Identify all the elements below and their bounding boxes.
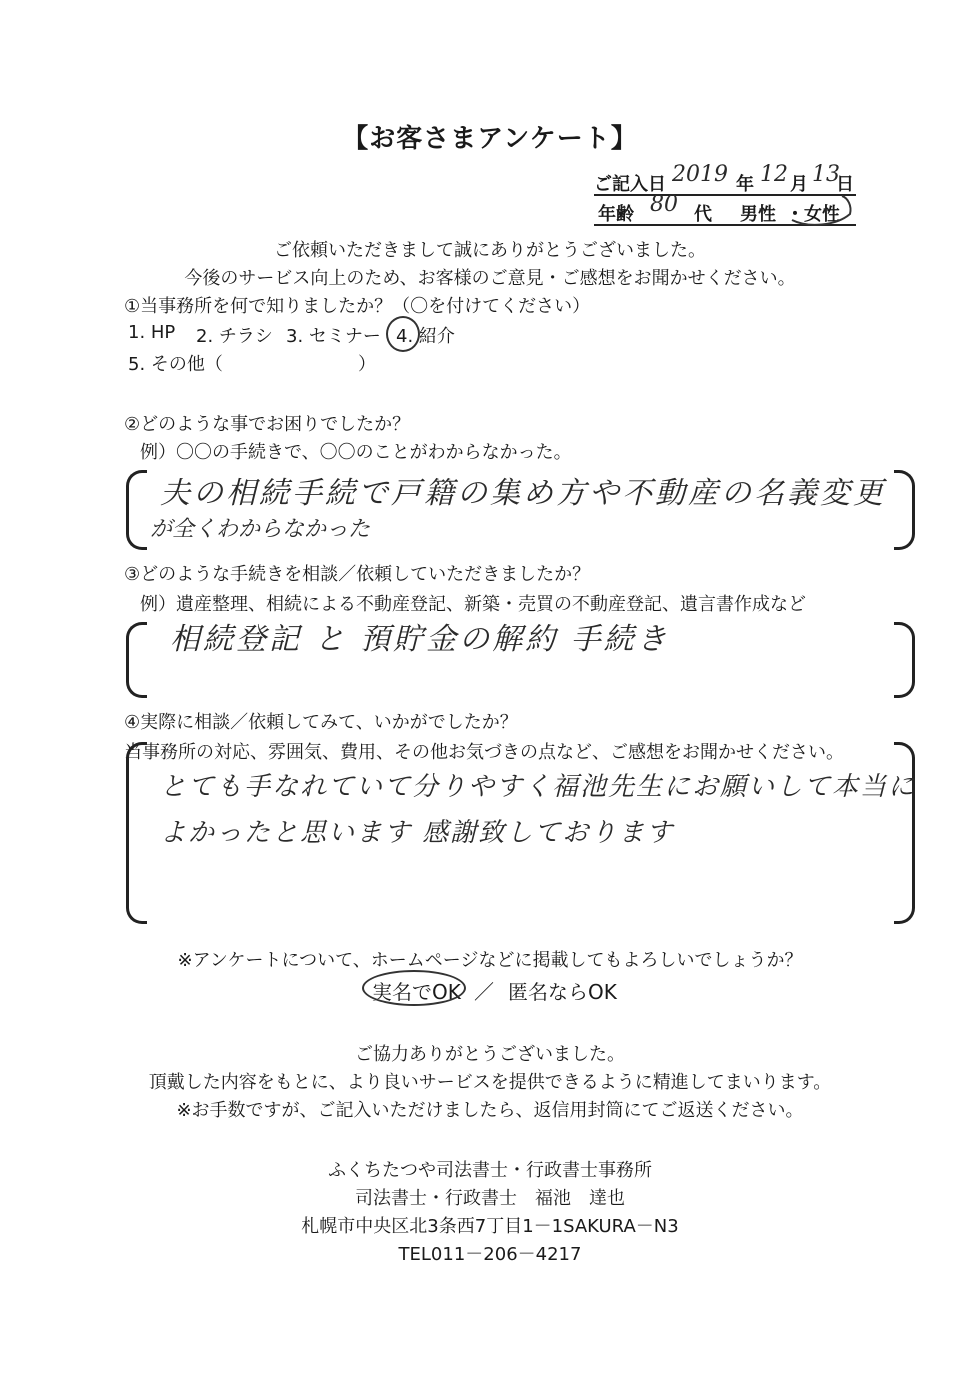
q2-answer-line-1: 夫の相続手続で戸籍の集め方や不動産の名義変更 [160,476,886,511]
entry-date-label: ご記入日 [594,174,666,195]
age-gender-row [594,192,856,226]
q2-bracket-left [126,470,147,550]
office-address: 札幌市中央区北3条西7丁目1－1SAKURA－N3 [301,1216,679,1237]
q2-example: 例）〇〇の手続きで、〇〇のことがわからなかった。 [140,442,572,463]
q1-option-hp: 1. HP [128,322,176,343]
publish-slash: ／ [474,980,494,1004]
age-unit: 代 [694,204,712,225]
q2-bracket-right [894,470,915,550]
q4-answer-line-1: とても手なれていて分りやすく福池先生にお願いして本当に [160,772,917,802]
survey-title: 【お客さまアンケート】 [342,124,638,154]
q1-option-other: 5. その他（ [128,354,223,375]
publish-anonymous-ok: 匿名ならOK [508,980,617,1004]
q4-answer-line-2: よかったと思います 感謝致しております [160,818,675,848]
intro-line-1: ご依頼いただきまして誠にありがとうございました。 [274,240,706,261]
gender-separator: ・ [786,204,804,225]
q3-answer: 相続登記 と 預貯金の解約 手続き [170,622,670,657]
publish-question: ※アンケートについて、ホームページなどに掲載してもよろしいでしょうか？ [177,950,803,971]
q1-option-flyer: 2. チラシ [196,326,273,347]
real-name-circle-mark [362,970,466,1006]
q3-bracket-left [126,622,147,698]
q4-question: ④実際に相談／依頼してみて、いかがでしたか？ [124,712,518,733]
entry-year: 2019 [672,162,728,187]
q2-question: ②どのような事でお困りでしたか？ [124,414,411,435]
age-label: 年齢 [598,204,634,225]
referral-circle-mark [386,316,420,352]
entry-day: 13 [812,162,840,187]
q1-question: ①当事務所を何で知りましたか？（〇を付けてください） [124,296,591,317]
q4-subtext: 当事務所の対応、雰囲気、費用、その他お気づきの点など、ご感想をお聞かせください。 [124,742,844,763]
closing-line-1: ご協力ありがとうございました。 [355,1044,625,1065]
q3-example: 例）遺産整理、相続による不動産登記、新築・売買の不動産登記、遺言書作成など [140,594,806,615]
closing-line-2: 頂戴した内容をもとに、より良いサービスを提供できるように精進してまいります。 [148,1072,832,1093]
q1-option-referral: 4. 紹介 [396,326,455,347]
q2-answer-line-2: が全くわからなかった [150,517,371,542]
closing-line-3: ※お手数ですが、ご記入いただけましたら、返信用封筒にてご返送ください。 [176,1100,804,1121]
office-person: 司法書士・行政書士 福池 達也 [355,1188,625,1209]
q1-option-seminar: 3. セミナー [286,326,381,347]
q3-bracket-right [894,622,915,698]
gender-female: 女性 [804,204,840,225]
q1-option-other-close: ） [358,354,376,375]
q4-bracket-left [126,742,147,924]
age-value: 80 [650,192,678,217]
office-name: ふくちたつや司法書士・行政書士事務所 [328,1160,652,1181]
publish-real-name-ok: 実名でOK [372,980,461,1004]
entry-year-unit: 年 [736,174,754,195]
entry-day-unit: 日 [836,174,854,195]
entry-month: 12 [760,162,788,187]
q3-question: ③どのような手続きを相談／依頼していただきましたか？ [124,564,591,585]
intro-line-2: 今後のサービス向上のため、お客様のご意見・ご感想をお聞かせください。 [184,268,796,289]
office-tel: TEL011－206－4217 [398,1244,582,1265]
gender-male: 男性 [740,204,776,225]
entry-month-unit: 月 [790,174,808,195]
female-selection-mark [788,192,854,232]
